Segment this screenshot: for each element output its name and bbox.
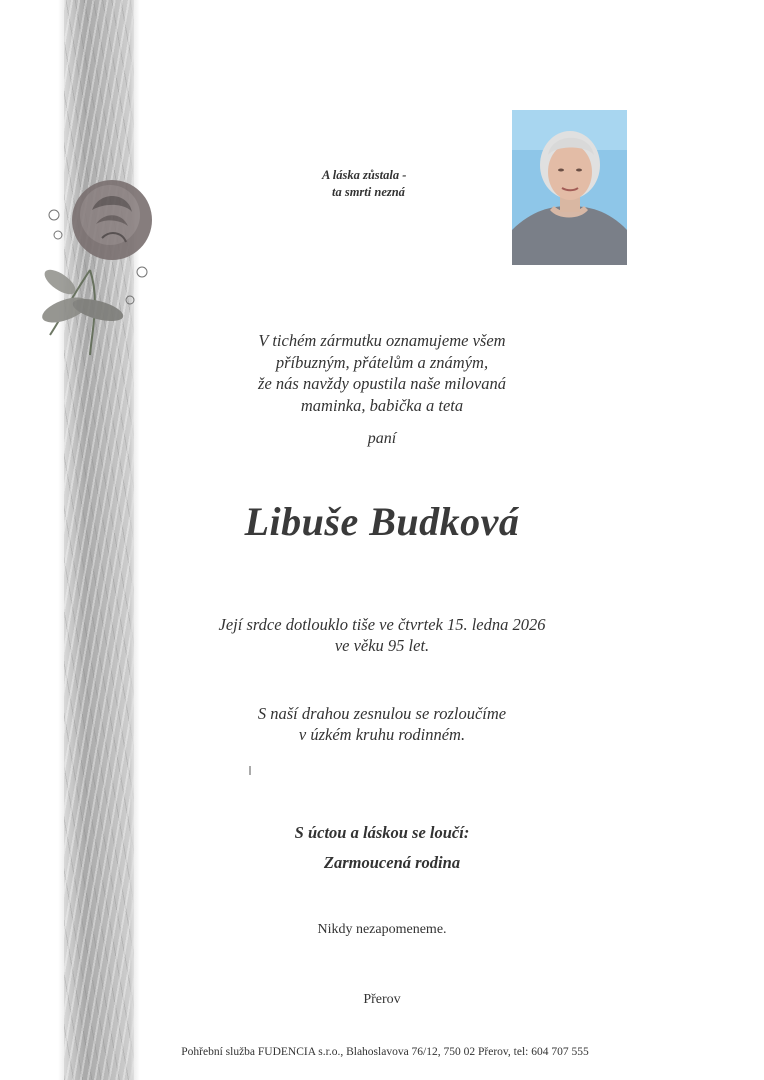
signature-line-2: Zarmoucená rodina xyxy=(323,853,461,872)
signature-line-1: S úctou a láskou se loučí: xyxy=(294,823,470,842)
motto xyxy=(322,167,432,201)
paper-mark xyxy=(249,766,251,775)
death-info xyxy=(150,614,614,656)
farewell-info xyxy=(150,703,614,745)
portrait-photo xyxy=(512,110,627,265)
city: Přerov xyxy=(363,992,401,1007)
announcement-line: že nás navždy opustila naše milovaná xyxy=(258,374,506,393)
portrait-image xyxy=(512,110,627,265)
farewell-line: S naší drahou zesnulou se rozloučíme xyxy=(257,704,507,723)
announcement-line: maminka, babička a teta xyxy=(300,395,464,415)
death-info-line: ve věku 95 let. xyxy=(334,636,430,655)
title-word: paní xyxy=(367,430,397,447)
motto-line-2: ta smrti nezná xyxy=(332,185,405,199)
announcement-line: V tichém zármutku oznamujeme všem xyxy=(258,331,506,350)
funeral-service-footer: Pohřební služba FUDENCIA s.r.o., Blahoslavova 76/12, 750 02 Přerov, tel: 604 707 555 xyxy=(181,1046,589,1058)
deceased-name: Libuše Budková xyxy=(244,499,520,544)
motto-line-1: A láska zůstala - xyxy=(322,168,407,182)
closing-text: Nikdy nezapomeneme. xyxy=(317,922,447,937)
death-info-line: Její srdce dotlouklo tiše ve čtvrtek 15. ledna 2026 xyxy=(218,615,546,634)
announcement-line: příbuzným, přátelům a známým, xyxy=(275,352,489,372)
signature-block xyxy=(150,818,614,878)
announcement-text xyxy=(150,330,614,416)
farewell-line: v úzkém kruhu rodinném. xyxy=(298,725,466,744)
